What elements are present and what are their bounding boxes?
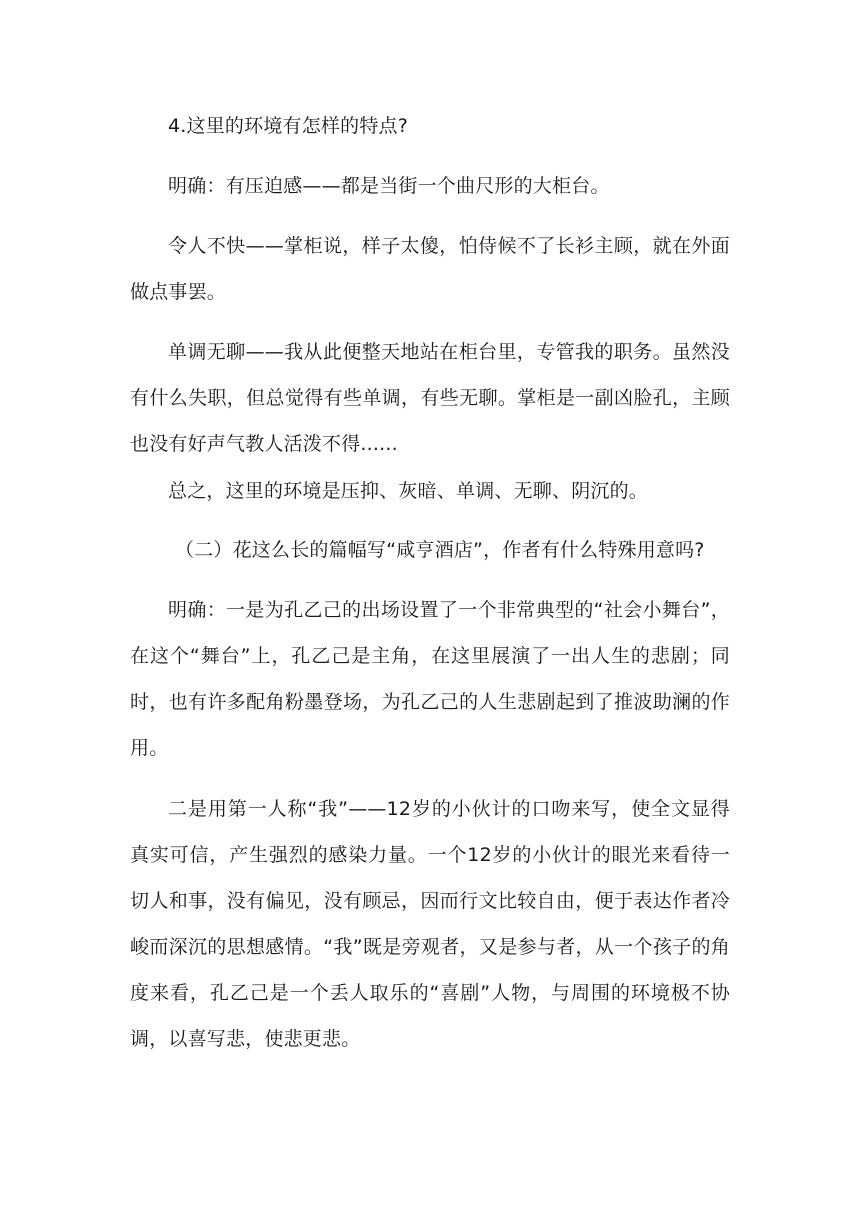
question-2-heading: （二）花这么长的篇幅写“咸亨酒店”，作者有什么特殊用意吗? [175,539,705,561]
answer-stage-paragraph: 明确：一是为孔乙己的出场设置了一个非常典型的“社会小舞台”，在这个“舞台”上，孔乙己是主角，在这里展演了一出人生的悲剧；同时，也有许多配角粉墨登场，为孔乙己的人生悲剧起到了推波助澜的作用。 [130,599,730,759]
question-4-heading: 4.这里的环境有怎样的特点? [168,115,409,137]
answer-unpleasant-paragraph: 令人不快——掌柜说，样子太傻，怕侍候不了长衫主顾，就在外面做点事罢。 [130,235,730,303]
answer-monotonous-paragraph: 单调无聊——我从此便整天地站在柜台里，专管我的职务。虽然没有什么失职，但总觉得有些单调，有些无聊。掌柜是一副凶脸孔，主顾也没有好声气教人活泼不得...... [130,341,730,455]
answer-first-person-paragraph: 二是用第一人称“我”——12岁的小伙计的口吻来写，使全文显得真实可信，产生强烈的感染力量。一个12岁的小伙计的眼光来看待一切人和事，没有偏见，没有顾忌，因而行文比较自由，便于表达作者冷峻而深沉的思想感情。“我”既是旁观者，又是参与者，从一个孩子的角度来看，孔乙己是一个丢人取乐的“喜剧”人物，与周围的环境极不协调，以喜写悲，使悲更悲。 [130,798,730,1050]
summary-paragraph: 总之，这里的环境是压抑、灰暗、单调、无聊、阴沉的。 [168,480,649,502]
answer-oppressive-paragraph: 明确：有压迫感——都是当街一个曲尺形的大柜台。 [168,175,610,197]
